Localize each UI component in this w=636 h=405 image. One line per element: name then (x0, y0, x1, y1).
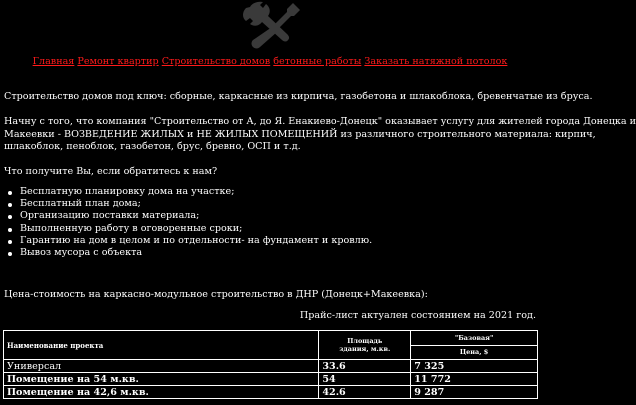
company-paragraph-line: Начну с того, что компания "Строительство от А, до Я. Енакиево-Донецк" оказывает услугу для жителей города Донецка и (4, 116, 636, 127)
nav-link-home[interactable]: Главная (32, 56, 75, 67)
list-item: Выполненную работу в оговоренные сроки; (20, 223, 372, 235)
table-row (4, 386, 538, 399)
nav-link-stretch-ceiling[interactable]: Заказать натяжной потолок (364, 56, 508, 67)
nav-link-concrete-works[interactable]: бетонные работы (273, 56, 362, 67)
wrench-screwdriver-icon (238, 2, 302, 50)
column-header-area (319, 331, 411, 360)
row-name: Универсал (4, 360, 319, 373)
price-table (3, 330, 538, 399)
nav-link-apartment-renovation[interactable]: Ремонт квартир (77, 56, 159, 67)
pricelist-note: Прайс-лист актуален состоянием на 2021 год. (299, 310, 536, 321)
list-item: Бесплатный план дома; (20, 198, 372, 210)
row-area: 54 (319, 373, 411, 386)
table-header-row (4, 331, 538, 346)
benefits-heading: Что получите Вы, если обратитесь к нам? (4, 166, 218, 177)
table-row (4, 360, 538, 373)
row-price: 9 287 (411, 386, 538, 399)
list-item: Организацию поставки материала; (20, 210, 372, 222)
nav-link-house-construction[interactable]: Строительство домов (161, 56, 271, 67)
company-paragraph-line: шлакоблок, пеноблок, газобетон, брус, бревно, ОСП и т.д. (4, 141, 301, 152)
column-header-area-line: здания, м.кв. (339, 345, 391, 353)
main-nav (0, 56, 540, 68)
row-price: 11 772 (411, 373, 538, 386)
column-header-price: Цена, $ (411, 345, 538, 360)
column-header-area-line: Площадь (347, 337, 383, 345)
benefits-list (0, 186, 372, 259)
row-price: 7 325 (411, 360, 538, 373)
row-area: 42.6 (319, 386, 411, 399)
company-paragraph-line: Макеевки - ВОЗВЕДЕНИЕ ЖИЛЫХ и НЕ ЖИЛЫХ ПОМЕЩЕНИЙ из различного строительного материала: кирпич, (4, 128, 596, 140)
list-item: Вывоз мусора с объекта (20, 247, 372, 259)
intro-text: Строительство домов под ключ: сборные, каркасные из кирпича, газобетона и шлакоблока, бревенчатые из бруса. (4, 91, 593, 102)
pricing-heading: Цена-стоимость на каркасно-модульное строительство в ДНР (Донецк+Макеевка): (4, 289, 428, 300)
company-paragraph (4, 116, 636, 154)
column-header-name: Наименование проекта (4, 331, 319, 360)
list-item: Гарантию на дом в целом и по отдельности- на фундамент и кровлю. (20, 234, 373, 246)
row-name: Помещение на 42,6 м.кв. (4, 386, 319, 399)
row-area: 33.6 (319, 360, 411, 373)
list-item: Бесплатную планировку дома на участке; (20, 186, 372, 198)
table-row (4, 373, 538, 386)
column-header-package: "Базовая" (411, 331, 538, 346)
row-name: Помещение на 54 м.кв. (4, 373, 319, 386)
